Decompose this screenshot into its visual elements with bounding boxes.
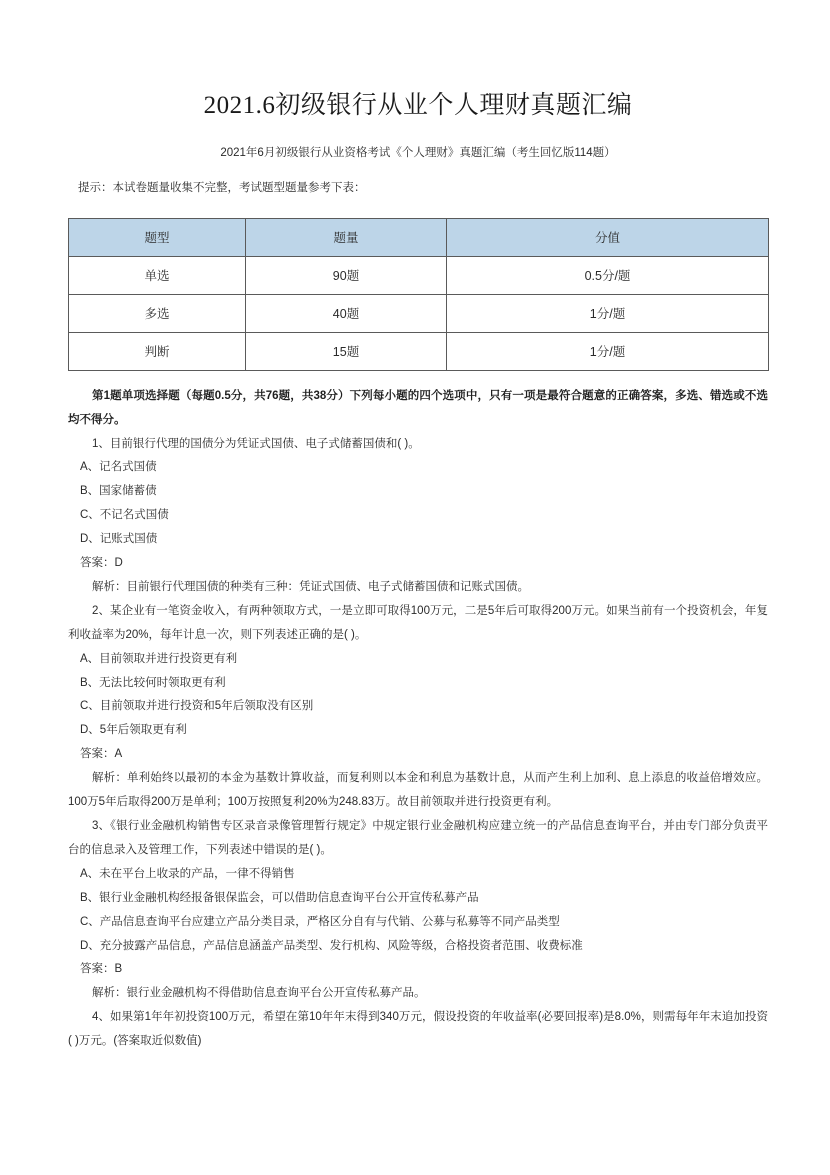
question-option: D、记账式国债	[80, 533, 158, 546]
question-option: B、银行业金融机构经报备银保监会，可以借助信息查询平台公开宣传私募产品	[80, 891, 479, 904]
cell-score-value: 1分/题	[447, 294, 769, 332]
question-option: B、国家储蓄债	[80, 485, 157, 498]
column-header-question-count: 题量	[246, 218, 447, 256]
question-option: A、目前领取并进行投资更有利	[80, 652, 238, 665]
question-block	[68, 433, 768, 600]
question-stem: 2、某企业有一笔资金收入，有两种领取方式，一是立即可取得100万元，二是5年后可取得200万元。如果当前有一个投资机会，年复利收益率为20%，每年计息一次，则下列表述正确的是( )。	[68, 604, 768, 641]
section-heading-single-choice: 第1题单项选择题（每题0.5分，共76题，共38分）下列每小题的四个选项中，只有一项是最符合题意的正确答案，多选、错选或不选均不得分。	[68, 389, 768, 426]
cell-question-type: 多选	[69, 294, 246, 332]
question-option: D、充分披露产品信息，产品信息涵盖产品类型、发行机构、风险等级，合格投资者范围、收费标准	[80, 939, 583, 952]
summary-table-wrapper	[68, 196, 768, 371]
question-block	[68, 815, 768, 1006]
exam-summary-table	[68, 218, 769, 371]
question-option: C、产品信息查询平台应建立产品分类目录，严格区分自有与代销、公募与私募等不同产品类型	[80, 915, 560, 928]
question-answer: 答案：B	[80, 963, 123, 976]
question-block	[68, 600, 768, 815]
question-stem: 1、目前银行代理的国债分为凭证式国债、电子式储蓄国债和( )。	[92, 437, 420, 450]
question-option: B、无法比较何时领取更有利	[80, 676, 226, 689]
question-stem: 4、如果第1年年初投资100万元，希望在第10年年末得到340万元，假设投资的年收益率(必要回报率)是8.0%，则需每年年末追加投资( )万元。(答案取近似数值)	[68, 1011, 768, 1048]
cell-question-type: 判断	[69, 332, 246, 370]
column-header-question-type: 题型	[69, 218, 246, 256]
question-analysis: 解析：目前银行代理国债的种类有三种：凭证式国债、电子式储蓄国债和记账式国债。	[92, 580, 529, 593]
table-header-row	[69, 218, 769, 256]
cell-question-type: 单选	[69, 256, 246, 294]
question-analysis: 解析：银行业金融机构不得借助信息查询平台公开宣传私募产品。	[92, 987, 426, 1000]
table-row	[69, 332, 769, 370]
question-stem: 3、《银行业金融机构销售专区录音录像管理暂行规定》中规定银行业金融机构应建立统一的产品信息查询平台，并由专门部分负责平台的信息录入及管理工作，下列表述中错误的是( )。	[68, 820, 768, 856]
question-option: C、目前领取并进行投资和5年后领取没有区别	[80, 700, 314, 713]
question-option: D、5年后领取更有利	[80, 724, 187, 737]
hint-text: 提示：本试卷题量收集不完整，考试题型题量参考下表：	[78, 181, 366, 194]
question-answer: 答案：D	[80, 557, 123, 570]
page-title: 2021.6初级银行从业个人理财真题汇编	[203, 92, 633, 119]
cell-question-count: 15题	[246, 332, 447, 370]
document-subtitle: 2021年6月初级银行从业资格考试《个人理财》真题汇编（考生回忆版114题）	[220, 146, 616, 159]
question-option: A、记名式国债	[80, 461, 157, 474]
cell-score-value: 0.5分/题	[447, 256, 769, 294]
question-option: C、不记名式国债	[80, 509, 169, 522]
document-content	[68, 0, 768, 1054]
question-analysis: 解析：单利始终以最初的本金为基数计算收益，而复利则以本金和利息为基数计息，从而产生利上加利、息上添息的收益倍增效应。100万5年后取得200万是单利；100万按照复利20%为248.83万。故目前领取并进行投资更有利。	[68, 772, 768, 809]
column-header-score-value: 分值	[447, 218, 769, 256]
cell-score-value: 1分/题	[447, 332, 769, 370]
table-row	[69, 256, 769, 294]
question-block	[68, 1006, 768, 1054]
cell-question-count: 40题	[246, 294, 447, 332]
question-answer: 答案：A	[80, 748, 123, 761]
question-option: A、未在平台上收录的产品，一律不得销售	[80, 867, 295, 880]
cell-question-count: 90题	[246, 256, 447, 294]
table-row	[69, 294, 769, 332]
